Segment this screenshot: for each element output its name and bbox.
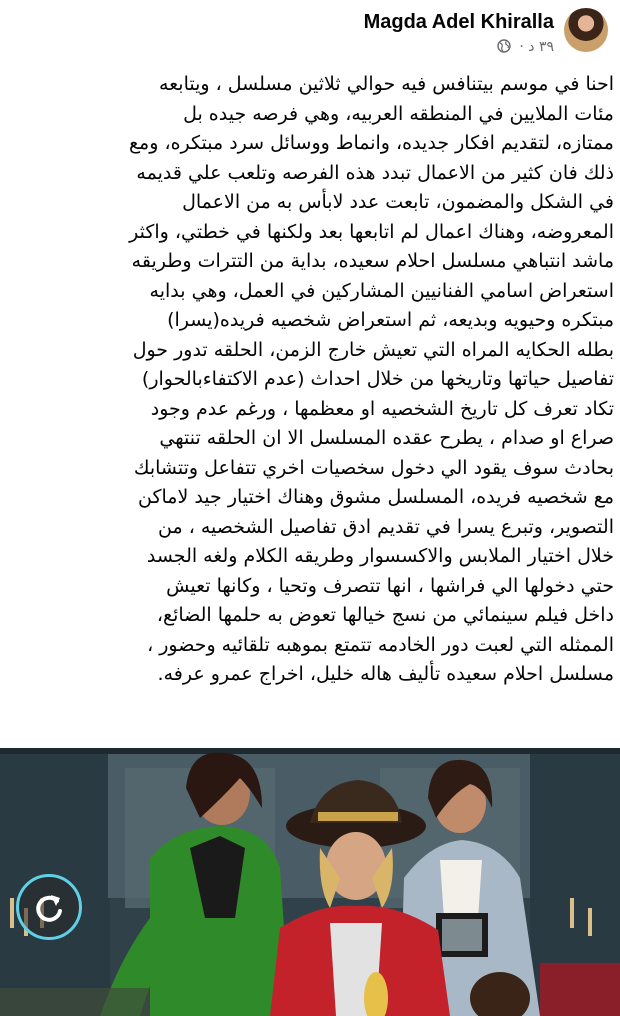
avatar[interactable] <box>564 8 608 52</box>
author-name[interactable]: Magda Adel Khiralla <box>363 11 554 33</box>
post-text-line: مئات الملايين في المنطقه العربيه، وهي فرصه جيده بل <box>183 102 614 125</box>
post-text-line: بطله الحكايه المراه التي تعيش خارج الزمن، الحلقه تدور حول <box>132 338 614 361</box>
post-text-line: مسلسل احلام سعيده تأليف هاله خليل، اخراج عمرو عرفه. <box>157 663 614 685</box>
post-text-line: داخل فيلم سينمائي من نسج خيالها تعوض به حلمها الضائع، <box>156 604 614 626</box>
post-text-line: احنا في موسم بيتنافس فيه حوالي ثلاثين مسلسل ، ويتابعه <box>158 73 614 95</box>
post-text-line: تفاصيل حياتها وتاريخها من خلال احداث (عدم الاكتفاءبالحوار) <box>141 368 614 390</box>
post-text-line: صراع او صدام ، يطرح عقده المسلسل الا ان الحلقه تنتهي <box>159 427 614 449</box>
post-text-line: مع شخصيه فريده، المسلسل مشوق وهناك اختيار جيد لاماكن <box>137 486 614 508</box>
post-text-line: ماشد انتباهي مسلسل احلام سعيده، بداية من التترات وطريقه <box>131 250 614 272</box>
post-text-line: حتي دخولها الي فراشها ، انها تتصرف وتحيا ، وكانها تعيش <box>166 574 614 597</box>
reload-button[interactable] <box>16 874 82 940</box>
post-time[interactable]: ٣٩ د · <box>519 39 554 55</box>
post-header <box>0 0 620 66</box>
post-image-art <box>0 748 620 1016</box>
post-text-line: بحادث سوف يقود الي دخول سخصيات اخري تتفاعل وتتشابك <box>133 456 614 479</box>
post-body <box>8 70 614 690</box>
post-text-line: تكاد تعرف كل تاريخ الشخصيه او معظمها ، ورغم عدم وجود <box>150 397 614 420</box>
post-text-line: استعراض اسامي الفنانيين المشاركين في العمل، وهي بدايه <box>149 279 614 302</box>
post-text-line: خلال اختيار الملابس والاكسسوار وطريقه الكلام ولغه الجسد <box>146 545 614 567</box>
reload-icon <box>31 889 67 925</box>
post-text-line: الممثله التي لعبت دور الخادمه تتمتع بموهبه تلقائيه وحضور ، <box>147 633 614 656</box>
post-text-line: ممتازه، لتقديم افكار جديده، وانماط ووسائل سرد مبتكره، ومع <box>128 132 614 154</box>
post-text-line: مبتكره وحيويه وبديعه، ثم استعراض شخصيه فريده(يسرا) <box>167 309 614 331</box>
post-text-line: ذلك فان كثير من الاعمال تبدد هذه الفرصه وتلعب علي قديمه <box>136 161 614 184</box>
post-image[interactable] <box>0 748 620 1016</box>
globe-icon <box>497 39 511 53</box>
post-meta <box>497 38 554 56</box>
post-text-line: في الشكل والمضمون، تابعت عدد لابأس به من الاعمال <box>182 191 614 213</box>
post-text-line: المعروضه، وهناك اعمال لم اتابعها بعد ولكنها في خطتي، واكثر <box>129 220 614 243</box>
post-text-line: التصوير، وتبرع يسرا في تقديم ادق تفاصيل الشخصيه ، من <box>158 515 614 538</box>
